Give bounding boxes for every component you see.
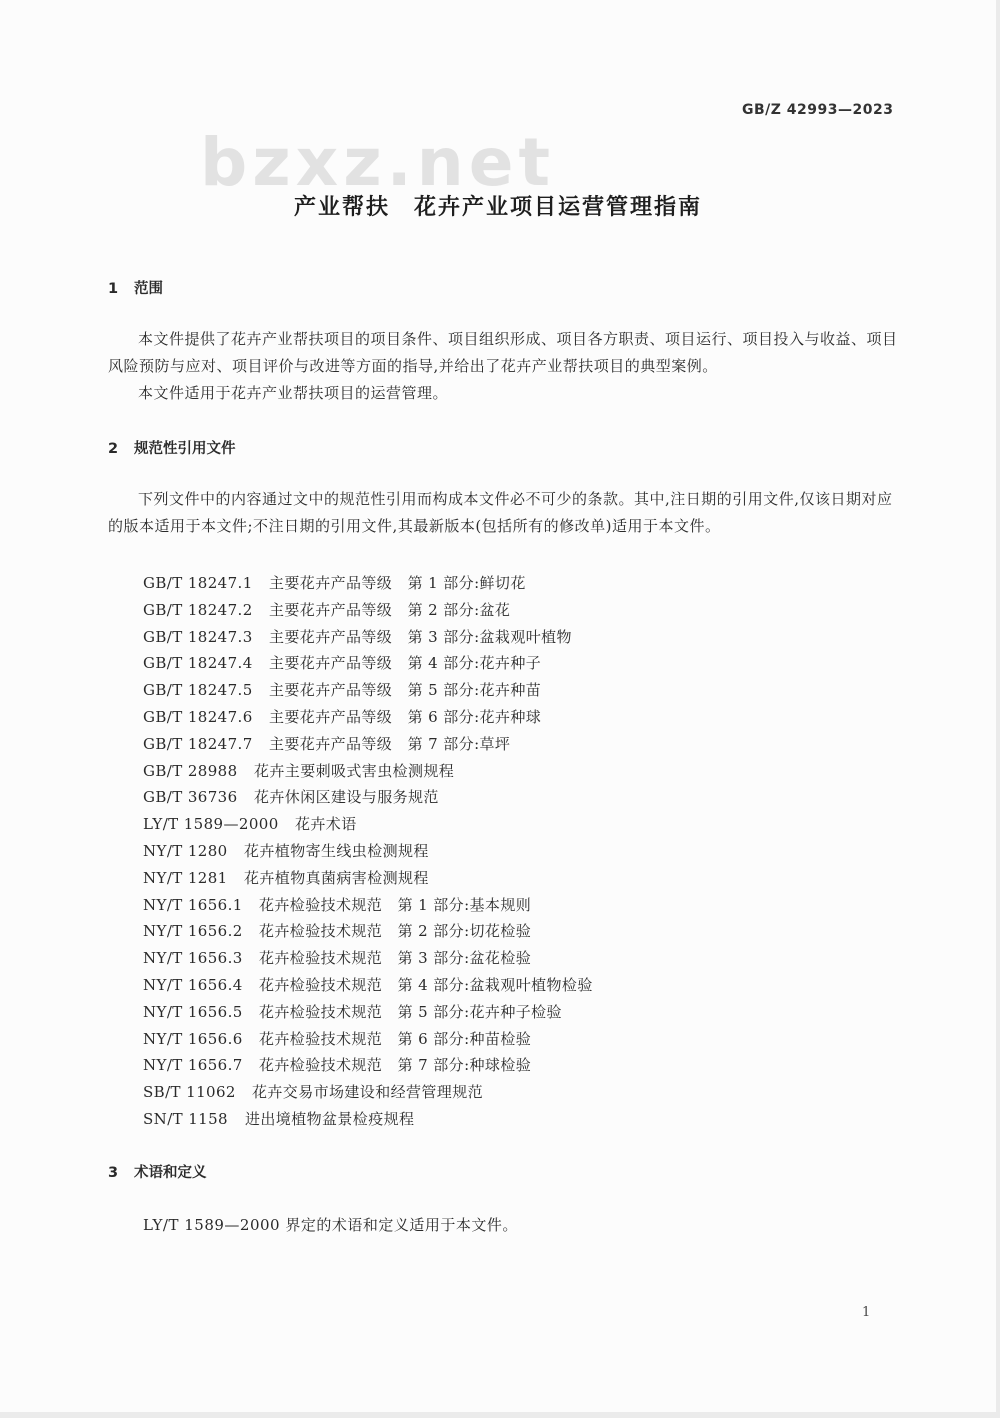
section-3-heading xyxy=(108,1161,207,1182)
reference-title: 主要花卉产品等级 第 7 部分:草坪 xyxy=(269,734,511,753)
reference-item xyxy=(143,945,593,972)
document-title: 产业帮扶 花卉产业项目运营管理指南 xyxy=(293,195,702,220)
reference-item xyxy=(143,1106,593,1133)
normative-references-list xyxy=(143,570,593,1133)
section-3-paragraph-1: LY/T 1589—2000 界定的术语和定义适用于本文件。 xyxy=(143,1216,518,1234)
section-title: 范围 xyxy=(134,281,163,297)
reference-item xyxy=(143,865,593,892)
reference-item xyxy=(143,918,593,945)
page-number: 1 xyxy=(862,1305,871,1320)
reference-title: 花卉检验技术规范 第 6 部分:种苗检验 xyxy=(259,1029,532,1048)
reference-code: NY/T 1656.3 xyxy=(143,949,243,968)
reference-title: 主要花卉产品等级 第 5 部分:花卉种苗 xyxy=(269,681,542,700)
reference-item xyxy=(143,624,593,651)
reference-title: 主要花卉产品等级 第 2 部分:盆花 xyxy=(269,600,511,619)
reference-item xyxy=(143,784,593,811)
reference-title: 花卉检验技术规范 第 2 部分:切花检验 xyxy=(259,922,532,941)
section-number: 3 xyxy=(108,1165,119,1181)
reference-code: NY/T 1281 xyxy=(143,868,228,887)
reference-item xyxy=(143,972,593,999)
reference-item xyxy=(143,1026,593,1053)
reference-code: LY/T 1589—2000 xyxy=(143,815,279,834)
reference-code: GB/T 18247.1 xyxy=(143,574,253,592)
reference-code: GB/T 36736 xyxy=(143,788,238,807)
section-1-heading xyxy=(108,277,163,298)
reference-item xyxy=(143,811,593,838)
reference-title: 花卉检验技术规范 第 7 部分:种球检验 xyxy=(259,1056,532,1075)
reference-code: SN/T 1158 xyxy=(143,1109,229,1128)
reference-title: 花卉植物真菌病害检测规程 xyxy=(244,868,429,887)
standard-number: GB/Z 42993—2023 xyxy=(742,102,894,118)
reference-code: GB/T 18247.5 xyxy=(143,681,253,700)
reference-title: 花卉休闲区建设与服务规范 xyxy=(254,788,439,807)
reference-title: 进出境植物盆景检疫规程 xyxy=(245,1109,415,1128)
reference-title: 花卉术语 xyxy=(295,815,357,834)
reference-title: 花卉检验技术规范 第 3 部分:盆花检验 xyxy=(259,949,532,968)
reference-item xyxy=(143,892,593,919)
reference-code: GB/T 18247.2 xyxy=(143,600,253,619)
reference-title: 主要花卉产品等级 第 3 部分:盆栽观叶植物 xyxy=(269,627,572,646)
reference-code: NY/T 1656.5 xyxy=(143,1002,243,1021)
reference-code: NY/T 1656.1 xyxy=(143,895,243,914)
reference-item xyxy=(143,704,593,731)
reference-item xyxy=(143,1052,593,1079)
reference-code: GB/T 18247.6 xyxy=(143,707,253,726)
reference-code: SB/T 11062 xyxy=(143,1083,236,1102)
section-2-heading xyxy=(108,437,236,458)
reference-code: NY/T 1656.7 xyxy=(143,1056,243,1075)
reference-code: NY/T 1656.2 xyxy=(143,922,243,941)
reference-item xyxy=(143,597,593,624)
section-number: 1 xyxy=(108,281,119,297)
reference-code: NY/T 1656.4 xyxy=(143,975,243,994)
reference-title: 花卉检验技术规范 第 1 部分:基本规则 xyxy=(259,895,532,914)
reference-item xyxy=(143,838,593,865)
reference-title: 主要花卉产品等级 第 1 部分:鲜切花 xyxy=(269,574,526,592)
reference-title: 花卉检验技术规范 第 5 部分:花卉种子检验 xyxy=(259,1002,562,1021)
section-title: 规范性引用文件 xyxy=(134,441,236,457)
section-title: 术语和定义 xyxy=(134,1165,207,1181)
reference-item xyxy=(143,650,593,677)
reference-title: 花卉检验技术规范 第 4 部分:盆栽观叶植物检验 xyxy=(259,975,593,994)
reference-item xyxy=(143,677,593,704)
reference-title: 主要花卉产品等级 第 4 部分:花卉种子 xyxy=(269,654,542,673)
reference-title: 花卉交易市场建设和经营管理规范 xyxy=(252,1083,484,1102)
section-2-paragraph-1: 下列文件中的内容通过文中的规范性引用而构成本文件必不可少的条款。其中,注日期的引用文件,仅该日期对应的版本适用于本文件;不注日期的引用文件,其最新版本(包括所有的修改单)适用于本文件。 xyxy=(108,490,893,535)
reference-code: NY/T 1656.6 xyxy=(143,1029,243,1048)
reference-code: GB/T 18247.3 xyxy=(143,627,253,646)
reference-code: GB/T 18247.4 xyxy=(143,654,253,673)
section-1-paragraph-1: 本文件提供了花卉产业帮扶项目的项目条件、项目组织形成、项目各方职责、项目运行、项目投入与收益、项目风险预防与应对、项目评价与改进等方面的指导,并给出了花卉产业帮扶项目的典型案例。 xyxy=(108,330,898,375)
reference-item xyxy=(143,758,593,785)
section-1-paragraph-2: 本文件适用于花卉产业帮扶项目的运营管理。 xyxy=(138,384,449,402)
reference-title: 主要花卉产品等级 第 6 部分:花卉种球 xyxy=(269,707,542,726)
reference-code: GB/T 28988 xyxy=(143,761,238,780)
reference-title: 花卉主要刺吸式害虫检测规程 xyxy=(254,761,455,780)
reference-item xyxy=(143,999,593,1026)
reference-code: NY/T 1280 xyxy=(143,841,228,860)
reference-item xyxy=(143,570,593,597)
reference-title: 花卉植物寄生线虫检测规程 xyxy=(244,841,429,860)
reference-item xyxy=(143,731,593,758)
watermark-logo: bzxz.net xyxy=(200,124,556,201)
reference-code: GB/T 18247.7 xyxy=(143,734,253,753)
reference-item xyxy=(143,1079,593,1106)
section-number: 2 xyxy=(108,441,119,457)
